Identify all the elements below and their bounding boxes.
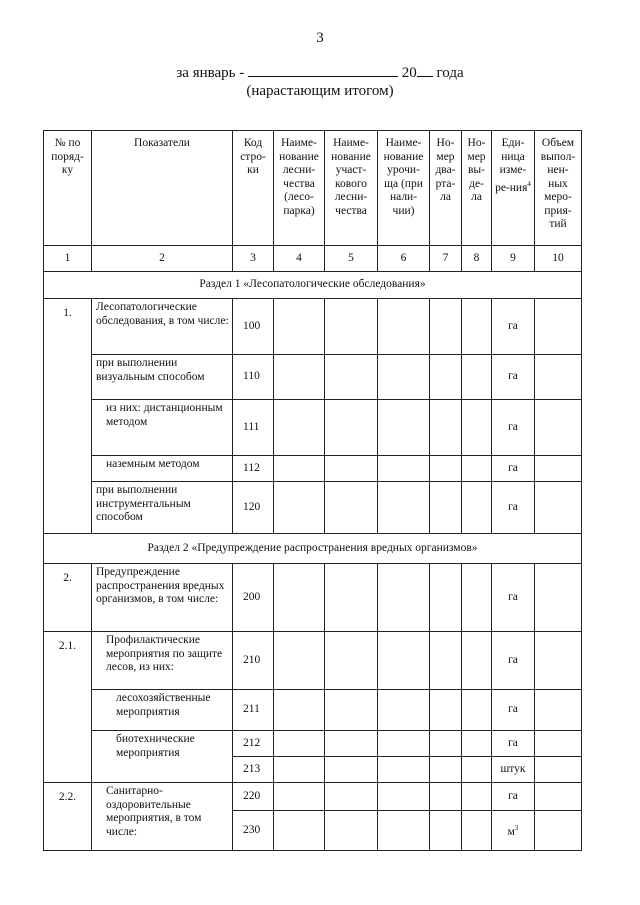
row-number: 1. <box>44 299 92 534</box>
cell-quarter[interactable] <box>430 564 462 632</box>
cell-allotment[interactable] <box>462 811 492 851</box>
column-number: 8 <box>462 246 492 272</box>
cell-district-forestry[interactable] <box>325 299 378 355</box>
cell-forestry[interactable] <box>274 400 325 456</box>
column-number: 9 <box>492 246 535 272</box>
row-unit: га <box>492 632 535 690</box>
cell-district-forestry[interactable] <box>325 456 378 482</box>
cell-district-forestry[interactable] <box>325 564 378 632</box>
table-row <box>44 731 582 757</box>
row-code: 230 <box>233 811 274 851</box>
row-unit: штук <box>492 757 535 783</box>
cell-volume[interactable] <box>535 690 582 731</box>
header-unit <box>492 131 535 246</box>
column-number: 4 <box>274 246 325 272</box>
report-heading <box>0 62 640 100</box>
cell-quarter[interactable] <box>430 632 462 690</box>
cell-forestry[interactable] <box>274 482 325 534</box>
row-label: Профилактические мероприятия по защите лесов, из них: <box>92 632 233 690</box>
cell-quarter[interactable] <box>430 783 462 811</box>
column-number: 2 <box>92 246 233 272</box>
row-label: лесохозяйственные мероприятия <box>92 690 233 731</box>
cell-allotment[interactable] <box>462 400 492 456</box>
cell-allotment[interactable] <box>462 783 492 811</box>
column-number: 6 <box>378 246 430 272</box>
cell-tract[interactable] <box>378 456 430 482</box>
cell-allotment[interactable] <box>462 757 492 783</box>
month-blank <box>248 62 398 77</box>
cell-tract[interactable] <box>378 299 430 355</box>
cell-volume[interactable] <box>535 400 582 456</box>
row-label: при выполнении инструментальным способом <box>92 482 233 534</box>
column-number: 10 <box>535 246 582 272</box>
row-unit: га <box>492 482 535 534</box>
cell-tract[interactable] <box>378 355 430 400</box>
row-code: 111 <box>233 400 274 456</box>
cell-district-forestry[interactable] <box>325 731 378 757</box>
row-code: 120 <box>233 482 274 534</box>
row-code: 110 <box>233 355 274 400</box>
cell-volume[interactable] <box>535 811 582 851</box>
cell-quarter[interactable] <box>430 355 462 400</box>
cell-district-forestry[interactable] <box>325 632 378 690</box>
row-unit: га <box>492 456 535 482</box>
heading-prefix: за январь - <box>176 65 245 81</box>
cell-allotment[interactable] <box>462 690 492 731</box>
heading-subtitle: (нарастающим итогом) <box>246 83 394 99</box>
table-row <box>44 564 582 632</box>
cell-tract[interactable] <box>378 632 430 690</box>
column-number: 1 <box>44 246 92 272</box>
cell-tract[interactable] <box>378 757 430 783</box>
header-code: Код стро-ки <box>233 131 274 246</box>
cell-quarter[interactable] <box>430 757 462 783</box>
row-unit: га <box>492 731 535 757</box>
row-unit: га <box>492 400 535 456</box>
row-code: 213 <box>233 757 274 783</box>
row-unit-text: м <box>507 825 515 838</box>
cell-tract[interactable] <box>378 783 430 811</box>
page-number: 3 <box>316 30 324 46</box>
table-row <box>44 690 582 731</box>
table-row <box>44 355 582 400</box>
cell-district-forestry[interactable] <box>325 400 378 456</box>
row-code: 211 <box>233 690 274 731</box>
cell-forestry[interactable] <box>274 783 325 811</box>
cell-forestry[interactable] <box>274 632 325 690</box>
cell-quarter[interactable] <box>430 456 462 482</box>
header-num: № по поряд-ку <box>44 131 92 246</box>
row-unit: га <box>492 355 535 400</box>
cell-quarter[interactable] <box>430 690 462 731</box>
row-label: Санитарно-оздоровительные мероприятия, в том числе: <box>92 783 233 851</box>
row-label: Предупреждение распространения вредных организмов, в том числе: <box>92 564 233 632</box>
row-label: биотехнические мероприятия <box>92 731 233 783</box>
section-row <box>44 272 582 299</box>
header-quarter-num: Но-мер два-рта-ла <box>430 131 462 246</box>
cell-tract[interactable] <box>378 811 430 851</box>
row-code: 220 <box>233 783 274 811</box>
row-code: 200 <box>233 564 274 632</box>
cell-forestry[interactable] <box>274 811 325 851</box>
row-code: 212 <box>233 731 274 757</box>
cell-forestry[interactable] <box>274 355 325 400</box>
row-number: 2. <box>44 564 92 632</box>
cell-forestry[interactable] <box>274 564 325 632</box>
table-row <box>44 783 582 811</box>
row-number: 2.1. <box>44 632 92 783</box>
header-unit-text: Еди-ница изме-ре-ния <box>495 137 528 194</box>
year-blank <box>417 62 433 77</box>
column-number: 5 <box>325 246 378 272</box>
header-indicators: Показатели <box>92 131 233 246</box>
row-unit: га <box>492 690 535 731</box>
header-district-forestry: Наиме-нование участ-кового лесни-чества <box>325 131 378 246</box>
cell-volume[interactable] <box>535 783 582 811</box>
row-unit: га <box>492 564 535 632</box>
cell-district-forestry[interactable] <box>325 811 378 851</box>
cell-quarter[interactable] <box>430 400 462 456</box>
header-volume: Объем выпол-нен-ных меро-прия-тий <box>535 131 582 246</box>
cell-quarter[interactable] <box>430 482 462 534</box>
cell-allotment[interactable] <box>462 482 492 534</box>
cell-volume[interactable] <box>535 456 582 482</box>
header-row <box>44 131 582 246</box>
header-tract: Наиме-нование урочи-ща (при нали-чии) <box>378 131 430 246</box>
cell-forestry[interactable] <box>274 456 325 482</box>
cell-volume[interactable] <box>535 564 582 632</box>
column-number: 3 <box>233 246 274 272</box>
row-code: 210 <box>233 632 274 690</box>
row-unit-sup: 3 <box>514 823 519 832</box>
cell-forestry[interactable] <box>274 757 325 783</box>
row-unit: га <box>492 783 535 811</box>
column-number: 7 <box>430 246 462 272</box>
cell-volume[interactable] <box>535 731 582 757</box>
table-row <box>44 400 582 456</box>
cell-district-forestry[interactable] <box>325 690 378 731</box>
cell-allotment[interactable] <box>462 731 492 757</box>
cell-allotment[interactable] <box>462 355 492 400</box>
column-number-row <box>44 246 582 272</box>
section-2-title: Раздел 2 «Предупреждение распространения вредных организмов» <box>44 534 582 564</box>
cell-quarter[interactable] <box>430 299 462 355</box>
table-row <box>44 632 582 690</box>
row-unit-cubic <box>492 811 535 851</box>
cell-volume[interactable] <box>535 355 582 400</box>
cell-forestry[interactable] <box>274 731 325 757</box>
cell-tract[interactable] <box>378 690 430 731</box>
table-row <box>44 299 582 355</box>
cell-tract[interactable] <box>378 482 430 534</box>
row-number: 2.2. <box>44 783 92 851</box>
cell-volume[interactable] <box>535 482 582 534</box>
cell-allotment[interactable] <box>462 456 492 482</box>
row-label: наземным методом <box>92 456 233 482</box>
cell-district-forestry[interactable] <box>325 355 378 400</box>
heading-year-prefix: 20 <box>401 65 417 81</box>
report-table <box>43 130 582 851</box>
section-1-title: Раздел 1 «Лесопатологические обследования» <box>44 272 582 299</box>
section-row <box>44 534 582 564</box>
cell-volume[interactable] <box>535 299 582 355</box>
cell-allotment[interactable] <box>462 632 492 690</box>
cell-district-forestry[interactable] <box>325 783 378 811</box>
cell-volume[interactable] <box>535 757 582 783</box>
cell-volume[interactable] <box>535 632 582 690</box>
table-row <box>44 456 582 482</box>
header-unit-footnote: 4 <box>527 179 531 188</box>
row-unit: га <box>492 299 535 355</box>
cell-tract[interactable] <box>378 400 430 456</box>
cell-district-forestry[interactable] <box>325 757 378 783</box>
row-label: из них: дистанционным методом <box>92 400 233 456</box>
row-code: 112 <box>233 456 274 482</box>
table-row <box>44 482 582 534</box>
row-label: при выполнении визуальным способом <box>92 355 233 400</box>
header-allotment-num: Но-мер вы-де-ла <box>462 131 492 246</box>
header-forestry: Наиме-нование лесни-чества (лесо-парка) <box>274 131 325 246</box>
cell-quarter[interactable] <box>430 731 462 757</box>
heading-line-1 <box>0 62 640 82</box>
cell-allotment[interactable] <box>462 564 492 632</box>
cell-allotment[interactable] <box>462 299 492 355</box>
cell-tract[interactable] <box>378 731 430 757</box>
cell-forestry[interactable] <box>274 690 325 731</box>
cell-tract[interactable] <box>378 564 430 632</box>
cell-district-forestry[interactable] <box>325 482 378 534</box>
row-code: 100 <box>233 299 274 355</box>
row-label: Лесопатологические обследования, в том числе: <box>92 299 233 355</box>
cell-forestry[interactable] <box>274 299 325 355</box>
heading-year-suffix: года <box>436 65 464 81</box>
cell-quarter[interactable] <box>430 811 462 851</box>
